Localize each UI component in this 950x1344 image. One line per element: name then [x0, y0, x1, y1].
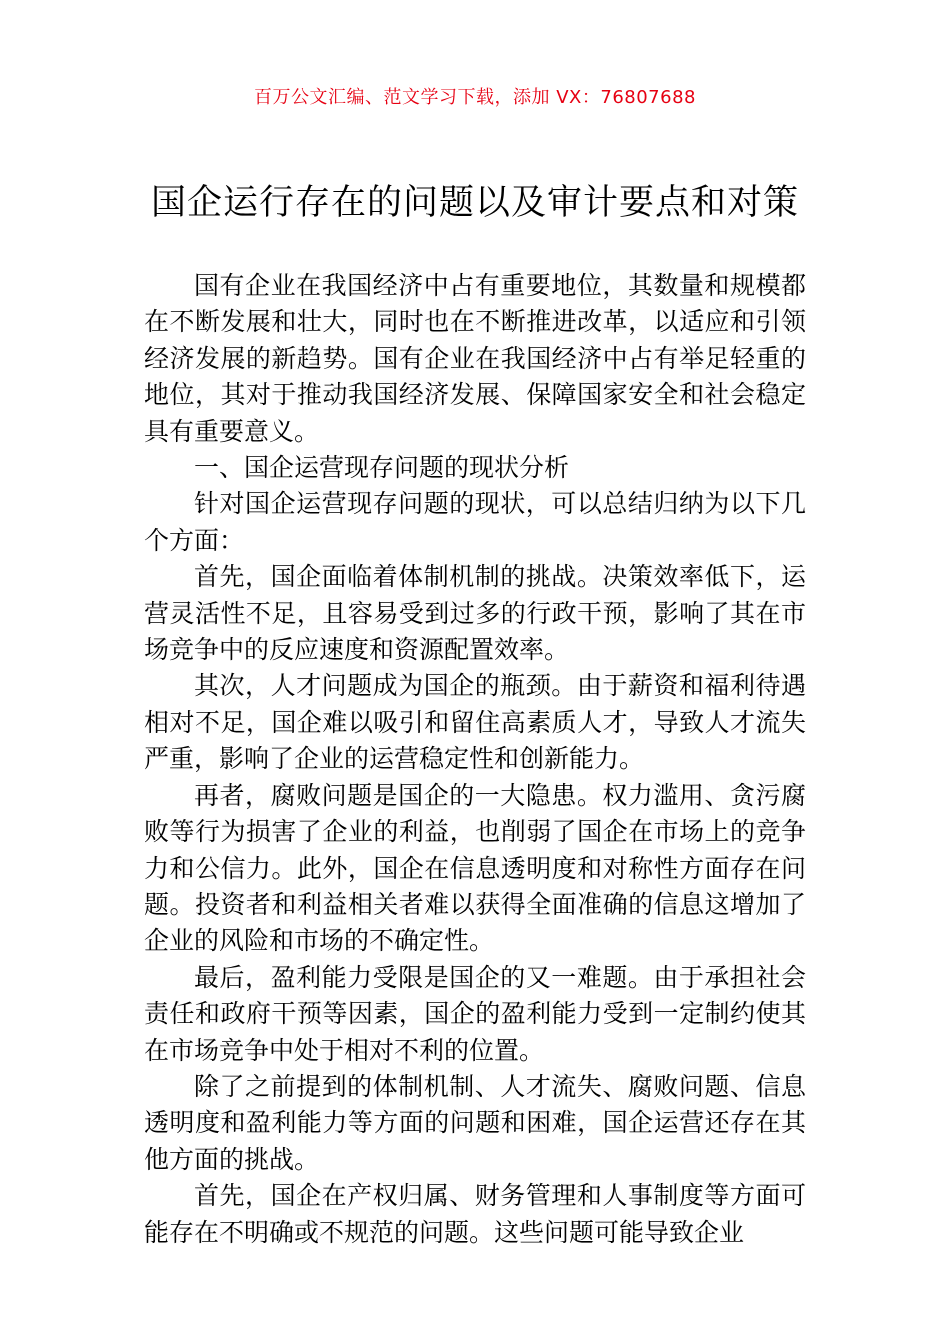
header-note: 百万公文汇编、范文学习下载，添加 VX：76807688 — [254, 87, 696, 108]
body-paragraph: 除了之前提到的体制机制、人才流失、腐败问题、信息透明度和盈利能力等方面的问题和困难，国企运营还存在其他方面的挑战。 — [144, 1071, 806, 1174]
body-paragraph: 最后，盈利能力受限是国企的又一难题。由于承担社会责任和政府干预等因素，国企的盈利能力受到一定制约使其在市场竞争中处于相对不利的位置。 — [144, 962, 806, 1065]
body-paragraph: 首先，国企面临着体制机制的挑战。决策效率低下，运营灵活性不足，且容易受到过多的行政干预，影响了其在市场竞争中的反应速度和资源配置效率。 — [144, 562, 806, 665]
document-title: 国企运行存在的问题以及审计要点和对策 — [150, 183, 799, 223]
body-paragraph-intro: 国有企业在我国经济中占有重要地位，其数量和规模都在不断发展和壮大，同时也在不断推进改革，以适应和引领经济发展的新趋势。国有企业在我国经济中占有举足轻重的地位，其对于推动我国经济发展、保障国家安全和社会稳定具有重要意义。 — [144, 271, 806, 446]
body-paragraph: 针对国企运营现存问题的现状，可以总结归纳为以下几个方面： — [144, 489, 806, 555]
document-body — [144, 268, 806, 1251]
section-heading: 一、国企运营现存问题的现状分析 — [194, 453, 570, 483]
body-paragraph: 首先，国企在产权归属、财务管理和人事制度等方面可能存在不明确或不规范的问题。这些问题可能导致企业 — [144, 1181, 806, 1247]
body-paragraph: 其次，人才问题成为国企的瓶颈。由于薪资和福利待遇相对不足，国企难以吸引和留住高素质人才，导致人才流失严重，影响了企业的运营稳定性和创新能力。 — [144, 671, 806, 774]
body-paragraph: 再者，腐败问题是国企的一大隐患。权力滥用、贪污腐败等行为损害了企业的利益，也削弱了国企在市场上的竞争力和公信力。此外，国企在信息透明度和对称性方面存在问题。投资者和利益相关者难以获得全面准确的信息这增加了企业的风险和市场的不确定性。 — [144, 780, 806, 956]
